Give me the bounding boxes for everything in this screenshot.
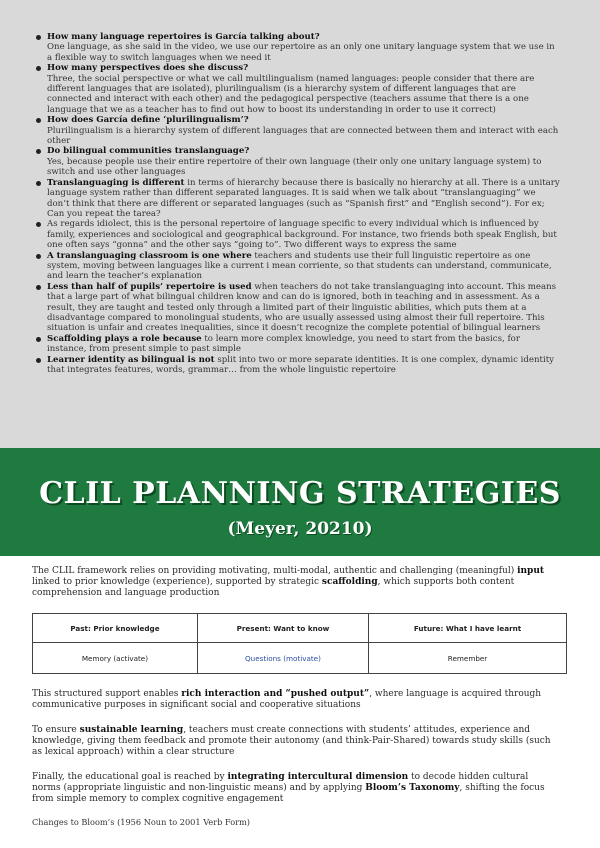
body-text: in terms of hierarchy because there is basically no hierarchy at all. There is a unitary language system rather than different separated languages. It is said when we talk about “translanguaging” we don’t think that there are different or separated languages (such as “Spanish first” and “English second”). For ex; Can you repeat the tarea? xyxy=(47,177,560,219)
list-item xyxy=(32,115,560,146)
list-item xyxy=(32,282,560,334)
question-text: Do bilingual communities translanguage? xyxy=(47,146,250,157)
bold-term: rich interaction and “pushed output” xyxy=(181,689,370,699)
question-text: How does García define ‘plurilingualism’? xyxy=(47,115,249,126)
text-run: Finally, the educational goal is reached by xyxy=(32,772,228,782)
page-title: CLIL PLANNING STRATEGIES xyxy=(39,476,561,511)
page-subtitle: (Meyer, 20210) xyxy=(227,519,373,539)
lead-text: Translanguaging is different xyxy=(47,177,185,188)
answer-text: Yes, because people use their entire repertoire of their own language (their only one unitary language system) to switch and use other languages xyxy=(47,156,542,178)
table-header-row xyxy=(33,614,567,643)
title-banner xyxy=(0,448,600,556)
interaction-paragraph xyxy=(32,689,554,711)
lead-text: Scaffolding plays a role because xyxy=(47,333,202,344)
intro-paragraph xyxy=(32,566,554,599)
body-text: split into two or more separate identities. It is one complex, dynamic identity that integrates features, words, grammar… from the whole linguistic repertoire xyxy=(47,354,555,375)
text-run: This structured support enables xyxy=(32,689,182,699)
text-run: linked to prior knowledge (experience), supported by strategic xyxy=(32,577,322,587)
body-text: As regards idiolect, this is the personal repertoire of language specific to every individual which is influenced by family, experiences and sociological and geographical background. For instance, two friends both speak English, but one often says “gonna” and the other says “going to”. Two different ways to express the same xyxy=(47,219,557,251)
list-item xyxy=(32,355,560,376)
text-run: to decode hidden cultural norms (appropriate linguistic and non-linguistic means) and by applying xyxy=(32,772,529,793)
bold-term: integrating intercultural dimension xyxy=(227,772,409,782)
list-item xyxy=(32,219,560,250)
table-cell: Memory (activate) xyxy=(33,643,198,674)
body-text: to learn more complex knowledge, you need to start from the basics, for instance, from present simple to past simple xyxy=(47,333,520,355)
list-item xyxy=(32,63,560,115)
intercultural-paragraph xyxy=(32,772,554,805)
list-item xyxy=(32,251,560,282)
bold-term: Bloom’s Taxonomy xyxy=(365,783,460,793)
notes-list xyxy=(32,32,560,375)
table-cell: Remember xyxy=(369,643,567,674)
bold-term: sustainable learning xyxy=(79,725,184,735)
sustainable-learning-paragraph xyxy=(32,725,554,758)
table-row xyxy=(33,643,567,674)
kwl-table xyxy=(32,613,567,674)
text-run: , teachers must create connections with students’ attitudes, experience and knowledge, giving them feedback and promote their autonomy (and think-Pair-Shared) towards study skills (such as lexical approach) within a clear structure xyxy=(32,725,551,757)
answer-text: Three, the social perspective or what we call multilingualism (named languages: people consider that there are different languages that are isolated), plurilingualism (is a hierarchy system of different languages that are connected and interact with each other) and the pedagogical perspective (teachers assume that there is a one language that we as a teacher has to find out how to boost its understanding in order to use it correct) xyxy=(47,73,535,115)
bold-term: input xyxy=(517,566,545,576)
list-item xyxy=(32,334,560,355)
question-text: How many language repertoires is García talking about? xyxy=(47,32,320,42)
table-header-cell: Past: Prior knowledge xyxy=(33,614,198,643)
body-text: teachers and students use their full linguistic repertoire as one system, moving between languages like a current i mean corriente, so that students can understand, communicate, and learn the teacher’s explanation xyxy=(47,250,552,282)
main-content xyxy=(32,566,554,828)
lead-text: Less than half of pupils’ repertoire is used xyxy=(47,281,252,292)
blooms-note: Changes to Bloom’s (1956 Noun to 2001 Verb Form) xyxy=(32,817,251,827)
text-run: To ensure xyxy=(32,725,80,735)
table-cell-link[interactable]: Questions (motivate) xyxy=(197,643,368,674)
table-header-cell: Present: Want to know xyxy=(197,614,368,643)
lead-text: A translanguaging classroom is one where xyxy=(47,250,252,261)
answer-text: Plurilingualism is a hierarchy system of different languages that are connected between them and interact with each other xyxy=(47,125,559,147)
question-text: How many perspectives does she discuss? xyxy=(47,63,249,74)
text-run: , where language is acquired through communicative purposes in significant social and cooperative situations xyxy=(32,689,542,710)
answer-text: One language, as she said in the video, we use our repertoire as an only one unitary language system that we use in a flexible way to switch languages when we need it xyxy=(47,42,555,63)
body-text: when teachers do not take translanguaging into account. This means that a large part of what bilingual children know and can do is ignored, both in teaching and in assessment. As a result, they are taught and tested only through a limited part of their linguistic abilities, which puts them at a disadvantage compared to monolingual students, who are usually assessed using almost their full repertoire. This situation is unfair and creates inequalities, since it doesn’t recognize the complete potential of bilingual learners xyxy=(47,281,557,334)
list-item xyxy=(32,178,560,220)
list-item xyxy=(32,32,560,63)
text-run: The CLIL framework relies on providing motivating, multi-modal, authentic and challenging (meaningful) xyxy=(32,566,518,576)
text-run: , which supports both content comprehension and language production xyxy=(32,577,515,598)
text-run: , shifting the focus from simple memory to complex cognitive engagement xyxy=(32,783,545,804)
list-item xyxy=(32,146,560,177)
table-header-cell: Future: What I have learnt xyxy=(369,614,567,643)
bold-term: scaffolding xyxy=(321,577,378,587)
lead-text: Learner identity as bilingual is not xyxy=(47,354,215,365)
